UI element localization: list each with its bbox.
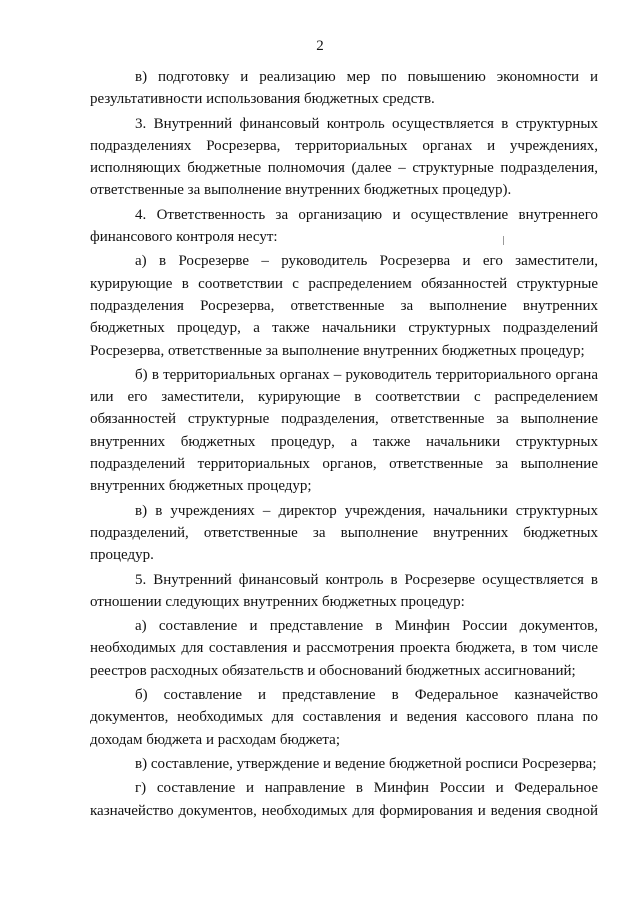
paragraph-4a: а) в Росрезерве – руководитель Росрезерва и его заместители, курирующие в соответствии с распределением обязанностей структурные подразделения Росрезерва, ответственные за выполнение внутренних бюджетных процедур, а также начальники структурных подразделений Росрезерва, ответственные за выполнение внутренних бюджетных процедур; [90, 253, 598, 359]
paragraph-5b: б) составление и представление в Федеральное казначейство документов, необходимых для составления и ведения кассового плана по доходам бюджета и расходам бюджета; [90, 687, 598, 748]
paragraph-2v-measures: в) подготовку и реализацию мер по повышению экономности и результативности использования бюджетных средств. [90, 69, 598, 108]
paragraph-4b: б) в территориальных органах – руководитель территориального органа или его заместители, курирующие в соответствии с распределением обязанностей структурные подразделения, ответственные за выполнение внутренних бюджетных процедур, а также начальники структурных подразделений территориальных органов, ответственные за выполнение внутренних бюджетных процедур; [90, 366, 598, 495]
paragraph-5v: в) составление, утверждение и ведение бюджетной росписи Росрезерва; [135, 755, 597, 772]
paragraph-4v: в) в учреждениях – директор учреждения, начальники структурных подразделений, ответственные за выполнение внутренних бюджетных процедур. [90, 502, 598, 564]
body-text [90, 66, 598, 824]
paragraph-5g: г) составление и направление в Минфин России и Федеральное казначейство документов, необходимых для формирования и ведения сводной [90, 780, 598, 819]
paragraph-3: 3. Внутренний финансовый контроль осуществляется в структурных подразделениях Росрезерва, территориальных органах и учреждениях, исполняющих бюджетные полномочия (далее – структурные подразделения, ответственные за выполнение внутренних бюджетных процедур). [90, 115, 598, 199]
paragraph-5a: а) составление и представление в Минфин России документов, необходимых для составления и рассмотрения проекта бюджета, в том числе реестров расходных обязательств и обоснований бюджетных ассигнований; [90, 618, 598, 679]
page-number: 2 [316, 38, 324, 54]
paragraph-5: 5. Внутренний финансовый контроль в Росрезерве осуществляется в отношении следующих внутренних бюджетных процедур: [90, 571, 598, 610]
paragraph-4: 4. Ответственность за организацию и осуществление внутреннего финансового контроля несут: [90, 206, 598, 246]
